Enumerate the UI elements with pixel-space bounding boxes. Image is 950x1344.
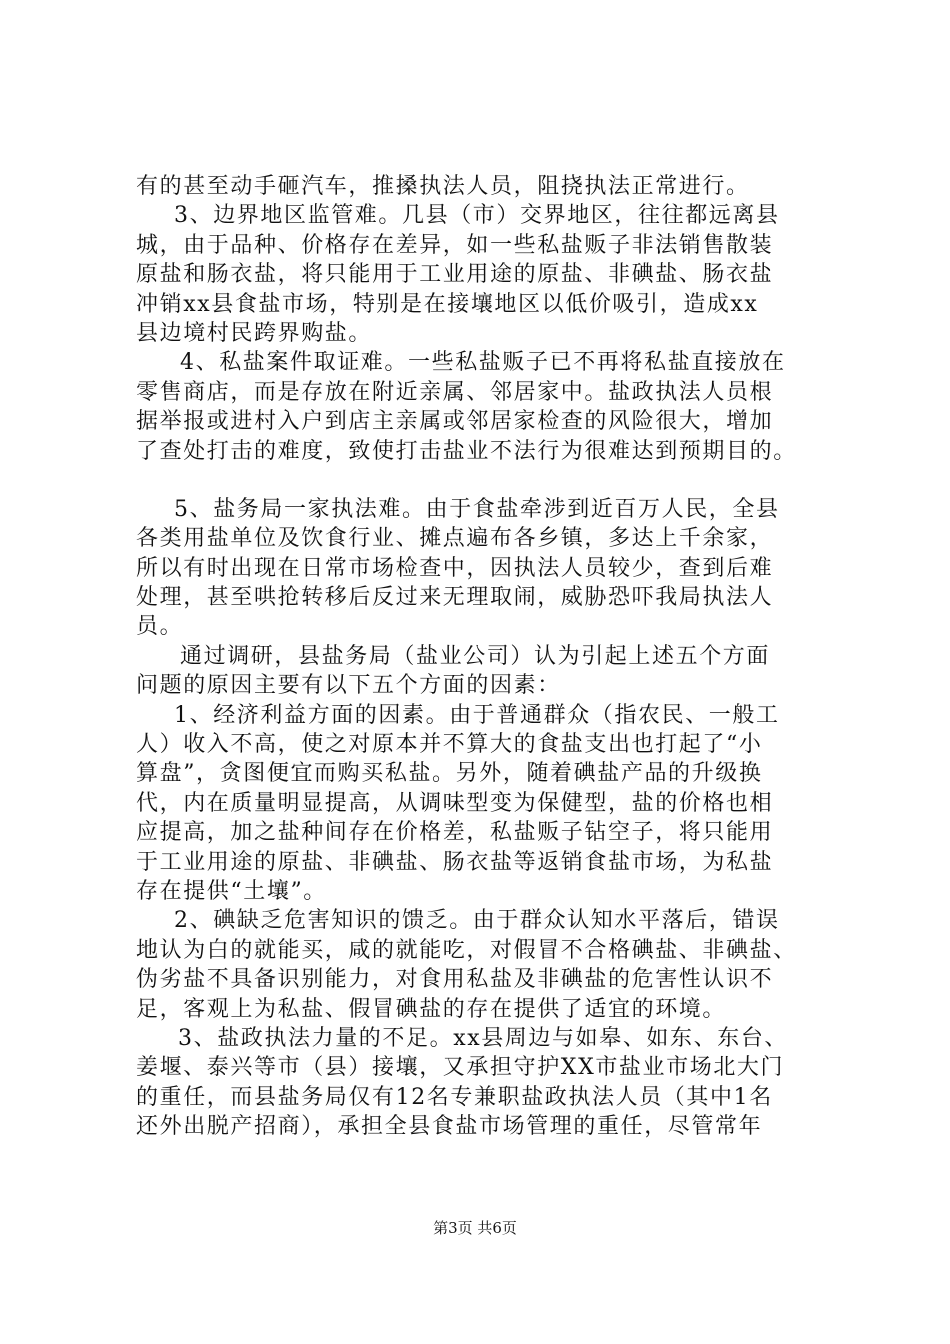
text-line: 问题的原因主要有以下五个方面的因素：	[136, 673, 561, 699]
text-line: 原盐和肠衣盐，将只能用于工业用途的原盐、非碘盐、肠衣盐	[136, 262, 774, 288]
text-line: 县边境村民跨界购盐。	[136, 320, 373, 346]
text-line: 据举报或进村入户到店主亲属或邻居家检查的风险很大，增加	[136, 409, 774, 435]
text-line: 所以有时出现在日常市场检查中，因执法人员较少，查到后难	[136, 555, 774, 581]
paragraph-gap	[136, 466, 836, 495]
paragraph-start: 2、碘缺乏危害知识的馈乏。由于群众认知水平落后，错误	[174, 908, 780, 934]
page-footer: 第3页 共6页	[433, 1219, 517, 1237]
text-line: 人）收入不高，使之对原本并不算大的食盐支出也打起了“小	[136, 732, 763, 758]
text-line: 足，客观上为私盐、假冒碘盐的存在提供了适宜的环境。	[136, 996, 727, 1022]
paragraph-start: 1、经济利益方面的因素。由于普通群众（指农民、一般工	[174, 702, 780, 728]
text-line: 城，由于品种、价格存在差异，如一些私盐贩子非法销售散装	[136, 232, 774, 258]
text-line: 了查处打击的难度，致使打击盐业不法行为很难达到预期目的。	[136, 438, 797, 464]
text-line: 冲销xx县食盐市场，特别是在接壤地区以低价吸引，造成xx	[136, 291, 759, 317]
text-line: 处理，甚至哄抢转移后反过来无理取闹，威胁恐吓我局执法人	[136, 585, 774, 611]
text-line: 还外出脱产招商），承担全县食盐市场管理的重任，尽管常年	[136, 1114, 763, 1140]
paragraph-start: 4、私盐案件取证难。一些私盐贩子已不再将私盐直接放在	[180, 350, 786, 376]
paragraph-start: 3、盐政执法力量的不足。xx县周边与如皋、如东、东台、	[178, 1025, 789, 1051]
text-line: 代，内在质量明显提高，从调味型变为保健型，盐的价格也相	[136, 790, 774, 816]
text-line: 员。	[136, 614, 184, 640]
text-line: 零售商店，而是存放在附近亲属、邻居家中。盐政执法人员根	[136, 379, 774, 405]
document-body	[136, 172, 836, 1142]
text-line: 的重任，而县盐务局仅有12名专兼职盐政执法人员（其中1名	[136, 1084, 773, 1110]
text-line: 各类用盐单位及饮食行业、摊点遍布各乡镇，多达上千余家，	[136, 526, 774, 552]
paragraph-start: 3、边界地区监管难。几县（市）交界地区，往往都远离县	[174, 203, 780, 229]
text-line: 算盘”，贪图便宜而购买私盐。另外，随着碘盐产品的升级换	[136, 761, 763, 787]
text-line: 应提高，加之盐种间存在价格差，私盐贩子钻空子，将只能用	[136, 820, 774, 846]
text-line: 有的甚至动手砸汽车，推搡执法人员，阻挠执法正常进行。	[136, 174, 750, 199]
text-line: 于工业用途的原盐、非碘盐、肠衣盐等返销食盐市场，为私盐	[136, 849, 774, 875]
text-line: 存在提供“土壤”。	[136, 878, 327, 904]
text-line: 地认为白的就能买，咸的就能吃，对假冒不合格碘盐、非碘盐、	[136, 937, 797, 963]
text-line: 姜堰、泰兴等市（县）接壤，又承担守护XX市盐业市场北大门	[136, 1055, 785, 1081]
paragraph-start: 5、盐务局一家执法难。由于食盐牵涉到近百万人民，全县	[174, 496, 780, 522]
paragraph-start: 通过调研，县盐务局（盐业公司）认为引起上述五个方面	[180, 643, 771, 669]
text-line: 伪劣盐不具备识别能力，对食用私盐及非碘盐的危害性认识不	[136, 967, 774, 993]
